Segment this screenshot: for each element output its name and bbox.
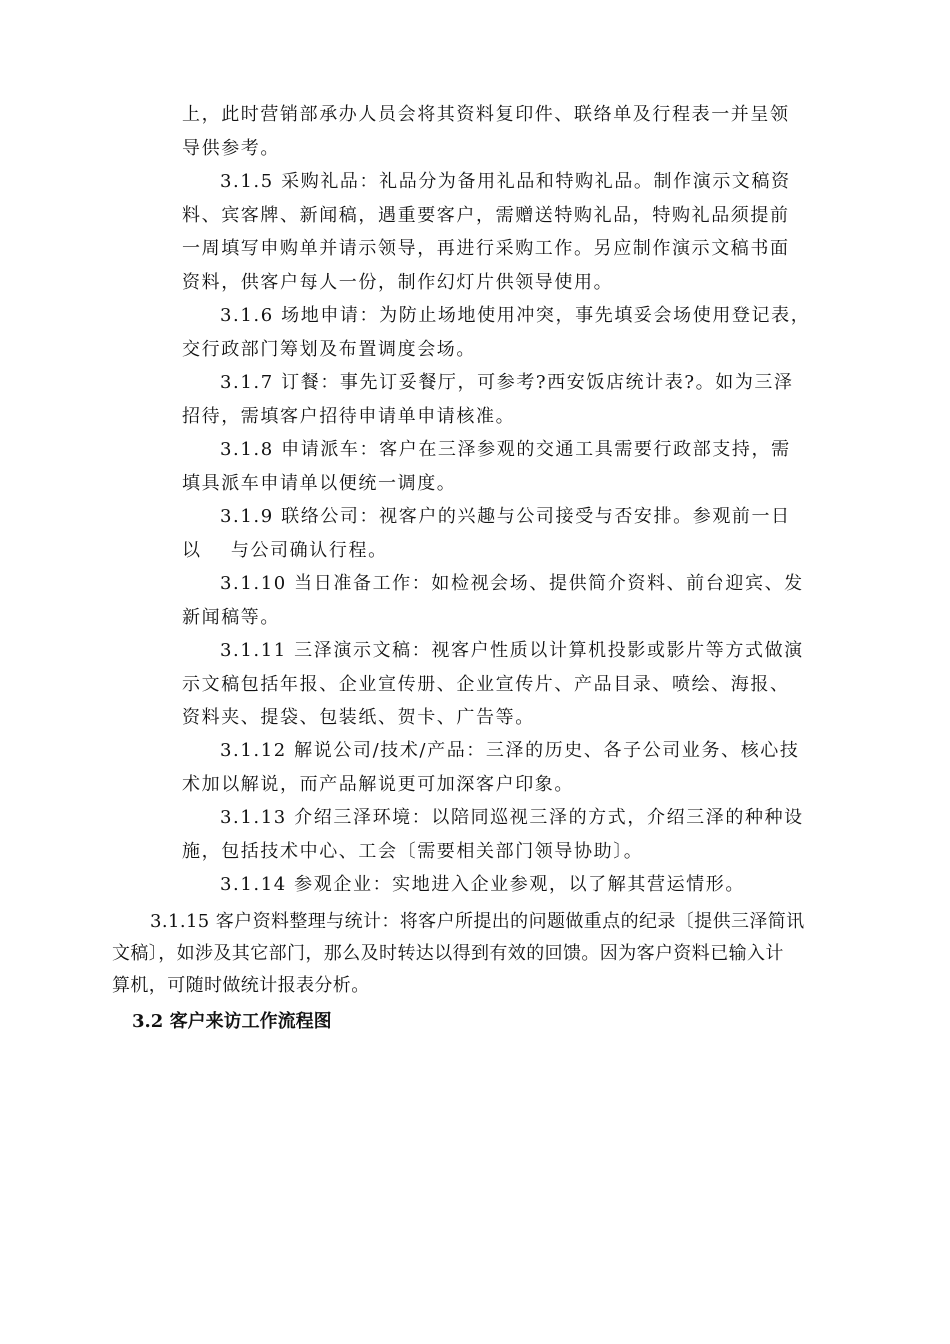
paragraph-3-1-15 — [112, 906, 842, 1002]
text-line: 3.1.12 解说公司/技术/产品：三泽的历史、各子公司业务、核心技 — [220, 740, 800, 761]
paragraph-3-1-7 — [182, 366, 842, 433]
paragraph-3-1-12 — [182, 734, 842, 801]
paragraph-3-1-5 — [182, 165, 842, 299]
text-line: 招待，需填客户招待申请单申请核准。 — [182, 405, 516, 427]
text-line: 资料，供客户每人一份，制作幻灯片供领导使用。 — [182, 271, 614, 293]
paragraph-3-1-11 — [182, 634, 842, 735]
text-line: 新闻稿等。 — [182, 606, 280, 628]
paragraph-3-1-13 — [182, 801, 842, 868]
text-line: 填具派车申请单以便统一调度。 — [182, 472, 457, 494]
text-line: 3.1.10 当日准备工作：如检视会场、提供简介资料、前台迎宾、发 — [220, 573, 804, 594]
text-line: 算机，可随时做统计报表分析。 — [112, 975, 370, 996]
text-line: 3.1.8 申请派车：客户在三泽参观的交通工具需要行政部支持，需 — [220, 439, 791, 460]
text-line: 3.1.14 参观企业：实地进入企业参观，以了解其营运情形。 — [220, 874, 745, 895]
section-heading-3-2: 3.2 客户来访工作流程图 — [132, 1011, 332, 1032]
text-line: 3.1.7 订餐：事先订妥餐厅，可参考?西安饭店统计表?。如为三泽 — [220, 372, 794, 393]
text-line: 3.1.5 采购礼品：礼品分为备用礼品和特购礼品。制作演示文稿资 — [220, 171, 791, 192]
text-line: 术加以解说，而产品解说更可加深客户印象。 — [182, 773, 574, 795]
paragraph-3-1-8 — [182, 433, 842, 500]
text-line: 上，此时营销部承办人员会将其资料复印件、联络单及行程表一并呈领 — [182, 104, 790, 125]
paragraph-3-1-10 — [182, 567, 842, 634]
text-line: 文稿〕，如涉及其它部门，那么及时转达以得到有效的回馈。因为客户资料已输入计 — [112, 943, 784, 964]
text-line: 3.1.13 介绍三泽环境：以陪同巡视三泽的方式，介绍三泽的种种设 — [220, 807, 804, 828]
text-line: 交行政部门筹划及布置调度会场。 — [182, 338, 476, 360]
text-line: 一周填写申购单并请示领导，再进行采购工作。另应制作演示文稿书面 — [182, 238, 790, 259]
paragraph-3-1-6 — [182, 299, 842, 366]
text-line: 料、宾客牌、新闻稿，遇重要客户，需赠送特购礼品，特购礼品须提前 — [182, 204, 790, 226]
paragraph-3-1-14 — [182, 868, 842, 902]
paragraph-continued — [182, 98, 842, 165]
text-line: 以 与公司确认行程。 — [182, 539, 388, 561]
text-line: 资料夹、提袋、包装纸、贺卡、广告等。 — [182, 707, 535, 728]
text-line: 导供参考。 — [182, 137, 280, 159]
text-line: 3.1.9 联络公司：视客户的兴趣与公司接受与否安排。参观前一日 — [220, 506, 791, 527]
paragraph-3-1-9 — [182, 500, 842, 567]
text-line: 3.1.15 客户资料整理与统计：将客户所提出的问题做重点的纪录〔提供三泽简讯 — [150, 911, 805, 932]
text-line: 3.1.6 场地申请：为防止场地使用冲突，事先填妥会场使用登记表， — [220, 305, 811, 326]
text-line: 施，包括技术中心、工会〔需要相关部门领导协助〕。 — [182, 840, 644, 862]
text-line: 3.1.11 三泽演示文稿：视客户性质以计算机投影或影片等方式做演 — [220, 640, 804, 661]
text-line: 示文稿包括年报、企业宣传册、企业宣传片、产品目录、喷绘、海报、 — [182, 673, 790, 695]
